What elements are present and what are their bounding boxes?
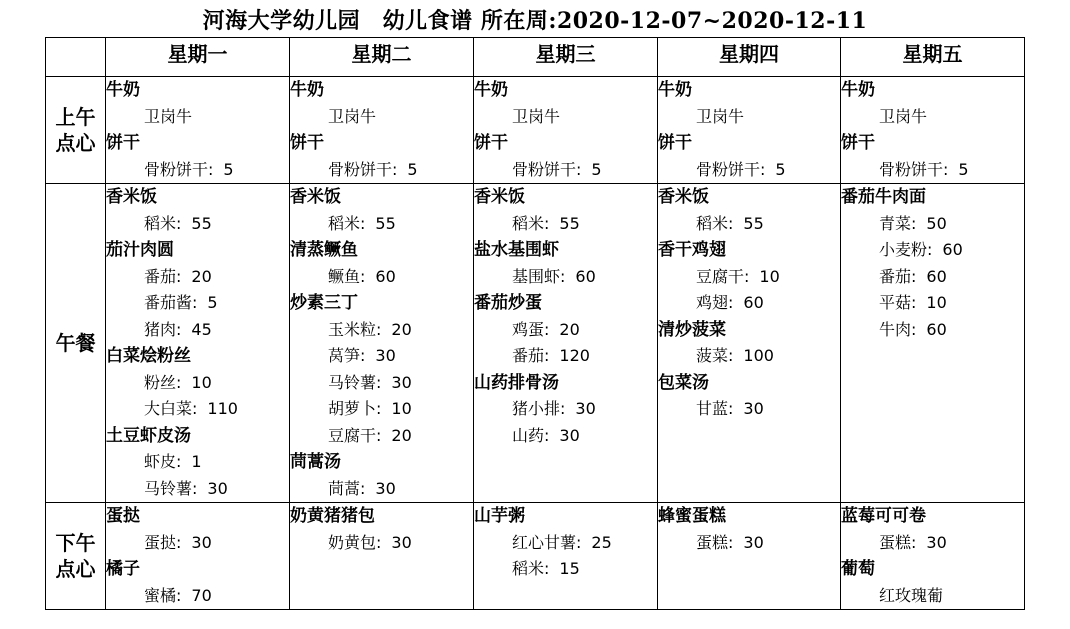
- ingredient-name: 卫岗牛: [328, 106, 377, 126]
- ingredient-quantity: 5: [591, 159, 602, 179]
- dish-name: 牛奶: [658, 80, 692, 100]
- ingredient-row: [474, 104, 657, 131]
- ingredient-quantity: 10: [391, 399, 412, 418]
- ingredient-name: 红心甘薯:: [512, 532, 582, 552]
- ingredient-name: 奶黄包:: [328, 532, 382, 552]
- ingredient-name: 番茄:: [144, 266, 182, 286]
- ingredient-name: 番茄酱:: [144, 293, 198, 312]
- ingredient-name: 粉丝:: [144, 372, 182, 392]
- dish-name: 清炒菠菜: [658, 319, 726, 340]
- menu-cell: [106, 184, 290, 503]
- ingredient-row: [841, 290, 1024, 317]
- ingredient-quantity: 30: [207, 478, 228, 498]
- dish-name: 蓝莓可可卷: [841, 506, 926, 526]
- ingredient-name: 基围虾:: [512, 266, 566, 286]
- ingredient-quantity: 60: [375, 266, 396, 286]
- dish-name: 牛奶: [106, 80, 140, 100]
- dish-name: 包菜汤: [658, 372, 709, 393]
- ingredient-quantity: 10: [926, 293, 947, 312]
- ingredient-quantity: 45: [191, 319, 212, 339]
- ingredient-row: [290, 530, 473, 557]
- ingredient-name: 甘蓝:: [696, 399, 734, 418]
- ingredient-row: [106, 583, 289, 610]
- ingredient-row: [106, 530, 289, 557]
- ingredient-name: 骨粉饼干:: [512, 159, 582, 179]
- dish-name: 蜂蜜蛋糕: [658, 506, 726, 526]
- header-row: [46, 38, 1025, 77]
- ingredient-name: 蜜橘:: [144, 585, 182, 605]
- ingredient-name: 骨粉饼干:: [328, 159, 398, 179]
- ingredient-quantity: 30: [926, 532, 947, 552]
- meal-label-line: 下午: [55, 531, 96, 555]
- ingredient-name: 平菇:: [879, 293, 917, 312]
- ingredient-name: 稻米:: [512, 559, 550, 578]
- day-header: 星期一: [106, 38, 290, 77]
- ingredient-name: 鳜鱼:: [328, 266, 366, 286]
- ingredient-row: [474, 343, 657, 370]
- menu-cell: [658, 503, 841, 610]
- dish-name: 炒素三丁: [290, 293, 358, 313]
- dish-name: 饼干: [658, 133, 692, 153]
- dish-name: 饼干: [106, 133, 140, 153]
- ingredient-row: [106, 476, 289, 503]
- ingredient-name: 莴笋:: [328, 346, 366, 365]
- ingredient-row: [658, 396, 840, 423]
- dish-name: 香米饭: [658, 187, 709, 207]
- ingredient-quantity: 60: [942, 240, 963, 259]
- ingredient-row: [474, 423, 657, 450]
- ingredient-name: 蛋挞:: [144, 532, 182, 552]
- dish-name: 饼干: [841, 133, 875, 153]
- dish-name: 土豆虾皮汤: [106, 425, 191, 446]
- ingredient-name: 番茄:: [879, 266, 917, 286]
- ingredient-row: [106, 396, 289, 423]
- ingredient-row: [474, 556, 657, 583]
- menu-cell: [841, 503, 1025, 610]
- ingredient-quantity: 30: [559, 425, 580, 445]
- ingredient-row: [290, 104, 473, 131]
- ingredient-name: 鸡蛋:: [512, 319, 550, 339]
- ingredient-name: 青菜:: [879, 213, 917, 233]
- ingredient-quantity: 10: [191, 372, 212, 392]
- menu-cell: [290, 184, 474, 503]
- dish-name: 香米饭: [474, 187, 525, 207]
- dish-name: 白菜烩粉丝: [106, 346, 191, 366]
- ingredient-quantity: 30: [375, 478, 396, 498]
- dish-name: 葡萄: [841, 559, 875, 579]
- dish-name: 牛奶: [841, 80, 875, 100]
- menu-cell: [841, 184, 1025, 503]
- ingredient-name: 骨粉饼干:: [144, 159, 214, 179]
- ingredient-row: [106, 290, 289, 317]
- dish-name: 番茄炒蛋: [474, 293, 542, 313]
- ingredient-row: [290, 157, 473, 184]
- dish-name: 香米饭: [290, 187, 341, 207]
- ingredient-name: 骨粉饼干:: [696, 159, 766, 179]
- dish-name: 牛奶: [290, 80, 324, 100]
- dish-name: 饼干: [474, 133, 508, 153]
- ingredient-row: [474, 317, 657, 344]
- ingredient-quantity: 60: [926, 319, 947, 339]
- dish-name: 香干鸡翅: [658, 240, 726, 260]
- ingredient-name: 卫岗牛: [144, 106, 193, 126]
- dish-name: 蛋挞: [106, 506, 140, 526]
- ingredient-quantity: 55: [743, 213, 764, 233]
- ingredient-row: [106, 104, 289, 131]
- menu-cell: [290, 503, 474, 610]
- dish-name: 饼干: [290, 133, 324, 153]
- ingredient-row: [290, 423, 473, 450]
- ingredient-name: 卫岗牛: [696, 106, 745, 126]
- ingredient-name: 蛋糕:: [696, 532, 734, 552]
- menu-table: [45, 37, 1025, 610]
- ingredient-name: 稻米:: [144, 213, 182, 233]
- day-header: 星期五: [841, 38, 1025, 77]
- ingredient-name: 豆腐干:: [328, 425, 382, 445]
- ingredient-row: [841, 157, 1024, 184]
- day-header: 星期二: [290, 38, 474, 77]
- ingredient-quantity: 20: [391, 425, 412, 445]
- ingredient-quantity: 55: [375, 213, 396, 233]
- ingredient-row: [658, 104, 840, 131]
- menu-cell: [106, 77, 290, 184]
- ingredient-row: [658, 290, 840, 317]
- ingredient-name: 茼蒿:: [328, 478, 366, 498]
- ingredient-quantity: 5: [223, 159, 234, 179]
- ingredient-name: 牛肉:: [879, 319, 917, 339]
- ingredient-name: 稻米:: [512, 213, 550, 233]
- ingredient-quantity: 55: [559, 213, 580, 233]
- meal-label-line: 上午: [55, 105, 96, 129]
- ingredient-quantity: 5: [775, 159, 786, 179]
- ingredient-quantity: 110: [207, 399, 238, 418]
- ingredient-name: 鸡翅:: [696, 293, 734, 312]
- ingredient-quantity: 60: [743, 293, 764, 312]
- ingredient-row: [474, 264, 657, 291]
- ingredient-quantity: 5: [207, 293, 218, 312]
- ingredient-name: 虾皮:: [144, 452, 182, 471]
- ingredient-row: [106, 157, 289, 184]
- dish-name: 山药排骨汤: [474, 372, 559, 393]
- dish-name: 香米饭: [106, 187, 157, 207]
- ingredient-name: 稻米:: [696, 213, 734, 233]
- ingredient-quantity: 1: [191, 452, 202, 471]
- dish-name: 盐水基围虾: [474, 240, 559, 260]
- ingredient-name: 菠菜:: [696, 346, 734, 365]
- ingredient-row: [658, 264, 840, 291]
- menu-cell: [841, 77, 1025, 184]
- ingredient-name: 玉米粒:: [328, 319, 382, 339]
- ingredient-quantity: 30: [375, 346, 396, 365]
- ingredient-row: [290, 396, 473, 423]
- ingredient-row: [106, 317, 289, 344]
- menu-cell: [106, 503, 290, 610]
- ingredient-row: [658, 211, 840, 238]
- ingredient-row: [474, 157, 657, 184]
- dish-name: 番茄牛肉面: [841, 187, 926, 207]
- ingredient-name: 骨粉饼干:: [879, 159, 949, 179]
- day-header: 星期三: [474, 38, 658, 77]
- ingredient-row: [474, 211, 657, 238]
- meal-label-line: 点心: [55, 557, 96, 581]
- ingredient-name: 小麦粉:: [879, 240, 933, 259]
- ingredient-quantity: 30: [391, 372, 412, 392]
- ingredient-quantity: 60: [575, 266, 596, 286]
- ingredient-row: [290, 264, 473, 291]
- dish-name: 牛奶: [474, 80, 508, 100]
- ingredient-row: [106, 264, 289, 291]
- ingredient-quantity: 25: [591, 532, 612, 552]
- ingredient-name: 大白菜:: [144, 399, 198, 418]
- dish-name: 奶黄猪猪包: [290, 506, 375, 526]
- ingredient-row: [290, 343, 473, 370]
- ingredient-row: [290, 317, 473, 344]
- ingredient-quantity: 120: [559, 346, 590, 365]
- dish-name: 茼蒿汤: [290, 452, 341, 472]
- ingredient-name: 胡萝卜:: [328, 399, 382, 418]
- ingredient-row: [841, 211, 1024, 238]
- ingredient-name: 蛋糕:: [879, 532, 917, 552]
- ingredient-quantity: 55: [191, 213, 212, 233]
- meal-row-lunch: [46, 184, 1025, 503]
- ingredient-row: [474, 396, 657, 423]
- ingredient-row: [290, 476, 473, 503]
- ingredient-quantity: 70: [191, 585, 212, 605]
- ingredient-row: [106, 449, 289, 476]
- ingredient-row: [841, 530, 1024, 557]
- ingredient-name: 豆腐干:: [696, 266, 750, 286]
- ingredient-quantity: 15: [559, 559, 580, 578]
- ingredient-quantity: 60: [926, 266, 947, 286]
- ingredient-row: [658, 530, 840, 557]
- ingredient-quantity: 30: [743, 399, 764, 418]
- menu-cell: [474, 184, 658, 503]
- ingredient-row: [106, 211, 289, 238]
- meal-label-line: 午餐: [55, 331, 96, 355]
- ingredient-row: [841, 104, 1024, 131]
- ingredient-name: 卫岗牛: [512, 106, 561, 126]
- meal-row-morning: [46, 77, 1025, 184]
- menu-cell: [658, 77, 841, 184]
- meal-label-line: 点心: [55, 131, 96, 155]
- meal-label: [46, 503, 106, 610]
- menu-cell: [474, 77, 658, 184]
- dish-name: 清蒸鳜鱼: [290, 240, 358, 260]
- ingredient-name: 稻米:: [328, 213, 366, 233]
- ingredient-quantity: 5: [958, 159, 969, 179]
- ingredient-quantity: 10: [759, 266, 780, 286]
- day-header: 星期四: [658, 38, 841, 77]
- ingredient-name: 卫岗牛: [879, 106, 928, 126]
- ingredient-quantity: 20: [191, 266, 212, 286]
- ingredient-row: [841, 317, 1024, 344]
- ingredient-quantity: 5: [407, 159, 418, 179]
- ingredient-name: 猪肉:: [144, 319, 182, 339]
- meal-label: [46, 77, 106, 184]
- meal-row-afternoon: [46, 503, 1025, 610]
- ingredient-row: [841, 237, 1024, 264]
- ingredient-quantity: 20: [559, 319, 580, 339]
- ingredient-row: [841, 264, 1024, 291]
- ingredient-quantity: 100: [743, 346, 774, 365]
- dish-name: 山芋粥: [474, 506, 525, 526]
- menu-cell: [474, 503, 658, 610]
- ingredient-name: 马铃薯:: [144, 478, 198, 498]
- meal-label: [46, 184, 106, 503]
- dish-name: 茄汁肉圆: [106, 240, 174, 260]
- ingredient-name: 山药:: [512, 425, 550, 445]
- ingredient-row: [658, 343, 840, 370]
- ingredient-name: 马铃薯:: [328, 372, 382, 392]
- menu-cell: [658, 184, 841, 503]
- corner-cell: [46, 38, 106, 77]
- ingredient-row: [290, 211, 473, 238]
- ingredient-quantity: 30: [191, 532, 212, 552]
- ingredient-row: [290, 370, 473, 397]
- ingredient-quantity: 50: [926, 213, 947, 233]
- dish-name: 橘子: [106, 559, 140, 579]
- ingredient-name: 红玫瑰葡: [879, 585, 944, 605]
- ingredient-row: [658, 157, 840, 184]
- page-title: 河海大学幼儿园 幼儿食谱 所在周:2020-12-07~2020-12-11: [202, 8, 868, 34]
- ingredient-row: [474, 530, 657, 557]
- ingredient-name: 番茄:: [512, 346, 550, 365]
- ingredient-quantity: 30: [743, 532, 764, 552]
- ingredient-row: [106, 370, 289, 397]
- ingredient-name: 猪小排:: [512, 399, 566, 418]
- ingredient-quantity: 20: [391, 319, 412, 339]
- ingredient-row: [841, 583, 1024, 610]
- menu-cell: [290, 77, 474, 184]
- ingredient-quantity: 30: [575, 399, 596, 418]
- ingredient-quantity: 30: [391, 532, 412, 552]
